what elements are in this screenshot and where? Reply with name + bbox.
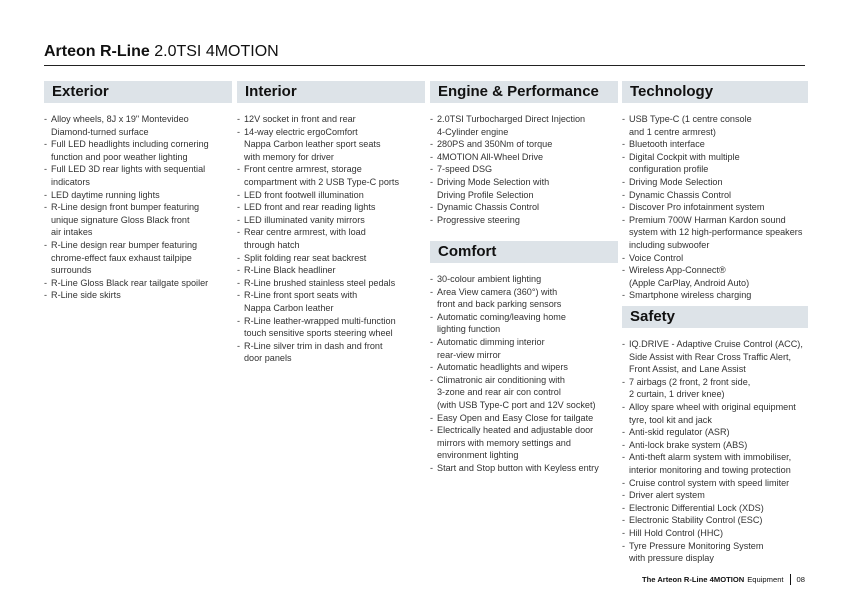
list-item: - Voice Control (622, 252, 808, 265)
list-item: - LED front and rear reading lights (237, 201, 425, 214)
list-item: - 14-way electric ergoComfort Nappa Carbon leather sport seats with memory for driver (237, 126, 425, 164)
technology-section (622, 81, 808, 302)
list-item: - LED illuminated vanity mirrors (237, 214, 425, 227)
list-item: - Driving Mode Selection (622, 176, 808, 189)
list-item: - Split folding rear seat backrest (237, 252, 425, 265)
list-item: - 12V socket in front and rear (237, 113, 425, 126)
list-item: - Driving Mode Selection with Driving Profile Selection (430, 176, 618, 201)
list-item: - Digital Cockpit with multiple configuration profile (622, 151, 808, 176)
list-item: - Alloy wheels, 8J x 19" Montevideo Diamond-turned surface (44, 113, 232, 138)
list-item: - Premium 700W Harman Kardon sound system with 12 high-performance speakers including subwoofer (622, 214, 808, 252)
page-number: 08 (796, 575, 805, 584)
list-item: - Cruise control system with speed limiter (622, 477, 808, 490)
list-item: - Easy Open and Easy Close for tailgate (430, 412, 618, 425)
footer-model: The Arteon R-Line 4MOTION (642, 575, 745, 584)
list-item: - R-Line Gloss Black rear tailgate spoiler (44, 277, 232, 290)
list-item: - 280PS and 350Nm of torque (430, 138, 618, 151)
list-item: - Progressive steering (430, 214, 618, 227)
title-model: Arteon R-Line (44, 43, 150, 60)
list-item: - Alloy spare wheel with original equipment tyre, tool kit and jack (622, 401, 808, 426)
list-item: - R-Line design rear bumper featuring chrome-effect faux exhaust tailpipe surrounds (44, 239, 232, 277)
safety-section (622, 306, 808, 565)
comfort-section (430, 241, 618, 475)
safety-heading: Safety (622, 306, 808, 328)
list-item: - Automatic dimming interior rear-view mirror (430, 336, 618, 361)
list-item: - R-Line silver trim in dash and front door panels (237, 340, 425, 365)
list-item: - 30-colour ambient lighting (430, 273, 618, 286)
list-item: - 7-speed DSG (430, 163, 618, 176)
list-item: - 4MOTION All-Wheel Drive (430, 151, 618, 164)
list-item: - Anti-theft alarm system with immobiliser, interior monitoring and towing protection (622, 451, 808, 476)
list-item: - Full LED headlights including cornering function and poor weather lighting (44, 138, 232, 163)
list-item: - R-Line brushed stainless steel pedals (237, 277, 425, 290)
list-item: - LED front footwell illumination (237, 189, 425, 202)
list-item: - R-Line Black headliner (237, 264, 425, 277)
list-item: - Wireless App-Connect® (Apple CarPlay, Android Auto) (622, 264, 808, 289)
list-item: - IQ.DRIVE - Adaptive Cruise Control (ACC), Side Assist with Rear Cross Traffic Alert, Front Assist, and Lane Assist (622, 338, 808, 376)
footer-section: Equipment (747, 575, 784, 584)
list-item: - Electronic Differential Lock (XDS) (622, 502, 808, 515)
list-item: - Tyre Pressure Monitoring System with pressure display (622, 540, 808, 565)
list-item: - Hill Hold Control (HHC) (622, 527, 808, 540)
list-item: - Driver alert system (622, 489, 808, 502)
exterior-heading: Exterior (44, 81, 232, 103)
list-item: - Climatronic air conditioning with 3-zone and rear air con control (with USB Type-C port and 12V socket) (430, 374, 618, 412)
engine-list (430, 113, 618, 226)
list-item: - R-Line leather-wrapped multi-function touch sensitive sports steering wheel (237, 315, 425, 340)
technology-heading: Technology (622, 81, 808, 103)
list-item: - Start and Stop button with Keyless entry (430, 462, 618, 475)
list-item: - Automatic coming/leaving home lighting function (430, 311, 618, 336)
comfort-heading: Comfort (430, 241, 618, 263)
list-item: - R-Line design front bumper featuring unique signature Gloss Black front air intakes (44, 201, 232, 239)
list-item: - Bluetooth interface (622, 138, 808, 151)
list-item: - R-Line side skirts (44, 289, 232, 302)
list-item: - Dynamic Chassis Control (430, 201, 618, 214)
exterior-section (44, 81, 232, 302)
engine-section (430, 81, 618, 226)
page-title (44, 43, 279, 61)
title-divider (44, 65, 805, 66)
safety-list (622, 338, 808, 565)
list-item: - R-Line front sport seats with Nappa Carbon leather (237, 289, 425, 314)
comfort-list (430, 273, 618, 475)
list-item: - Area View camera (360°) with front and back parking sensors (430, 286, 618, 311)
list-item: - Anti-skid regulator (ASR) (622, 426, 808, 439)
list-item: - Front centre armrest, storage compartment with 2 USB Type-C ports (237, 163, 425, 188)
footer-divider (790, 574, 791, 585)
list-item: - 7 airbags (2 front, 2 front side, 2 curtain, 1 driver knee) (622, 376, 808, 401)
list-item: - Smartphone wireless charging (622, 289, 808, 302)
list-item: - LED daytime running lights (44, 189, 232, 202)
list-item: - Discover Pro infotainment system (622, 201, 808, 214)
list-item: - Automatic headlights and wipers (430, 361, 618, 374)
interior-list (237, 113, 425, 365)
list-item: - Electrically heated and adjustable door mirrors with memory settings and environment lighting (430, 424, 618, 462)
list-item: - Rear centre armrest, with load through hatch (237, 226, 425, 251)
technology-list (622, 113, 808, 302)
list-item: - Dynamic Chassis Control (622, 189, 808, 202)
list-item: - Electronic Stability Control (ESC) (622, 514, 808, 527)
engine-heading: Engine & Performance (430, 81, 618, 103)
interior-heading: Interior (237, 81, 425, 103)
interior-section (237, 81, 425, 365)
page-footer (642, 574, 805, 585)
exterior-list (44, 113, 232, 302)
list-item: - 2.0TSI Turbocharged Direct Injection 4-Cylinder engine (430, 113, 618, 138)
list-item: - Full LED 3D rear lights with sequential indicators (44, 163, 232, 188)
list-item: - USB Type-C (1 centre console and 1 centre armrest) (622, 113, 808, 138)
list-item: - Anti-lock brake system (ABS) (622, 439, 808, 452)
title-variant: 2.0TSI 4MOTION (154, 43, 279, 60)
